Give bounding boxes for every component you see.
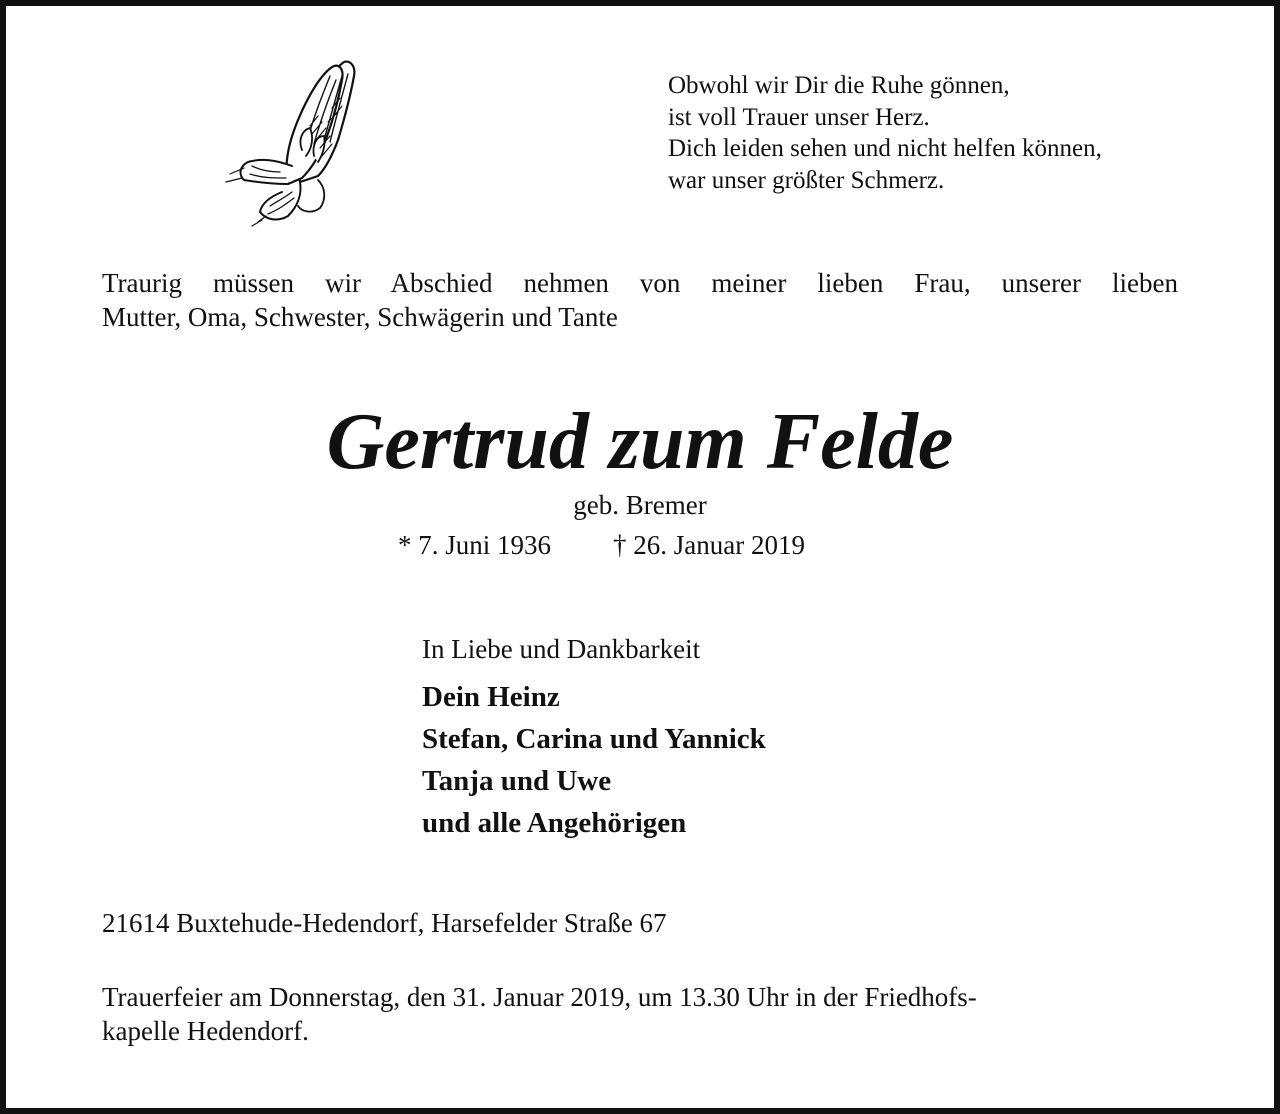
address: 21614 Buxtehude-Hedendorf, Harsefelder Straße 67 (102, 908, 667, 938)
closing-text: In Liebe und Dankbarkeit (422, 634, 701, 664)
service-line: kapelle Hedendorf. (102, 1016, 309, 1046)
signer: und alle Angehörigen (422, 807, 687, 839)
service-line: Trauerfeier am Donnerstag, den 31. Januar 2019, um 13.30 Uhr in der Friedhofs- (102, 982, 977, 1012)
deceased-name: Gertrud zum Felde (326, 398, 954, 486)
intro-text (102, 266, 1178, 334)
praying-hands-icon (222, 56, 372, 228)
intro-line: Mutter, Oma, Schwester, Schwägerin und Tante (102, 302, 618, 332)
poem (668, 70, 1102, 196)
death-date: † 26. Januar 2019 (613, 530, 805, 560)
funeral-service-info (102, 980, 977, 1048)
birth-date: * 7. Juni 1936 (398, 530, 552, 560)
intro-line: Traurig müssen wir Abschied nehmen von meiner lieben Frau, unserer lieben (102, 268, 1178, 298)
birth-name: geb. Bremer (573, 490, 707, 520)
poem-line: Obwohl wir Dir die Ruhe gönnen, (668, 72, 1010, 99)
signer: Dein Heinz (422, 681, 560, 713)
poem-line: war unser größter Schmerz. (668, 166, 945, 194)
poem-line: ist voll Trauer unser Herz. (668, 103, 930, 131)
life-dates (398, 528, 805, 562)
poem-line: Dich leiden sehen und nicht helfen können, (668, 135, 1102, 162)
signer: Stefan, Carina und Yannick (422, 723, 766, 755)
signers (422, 676, 766, 844)
signer: Tanja und Uwe (422, 765, 612, 797)
